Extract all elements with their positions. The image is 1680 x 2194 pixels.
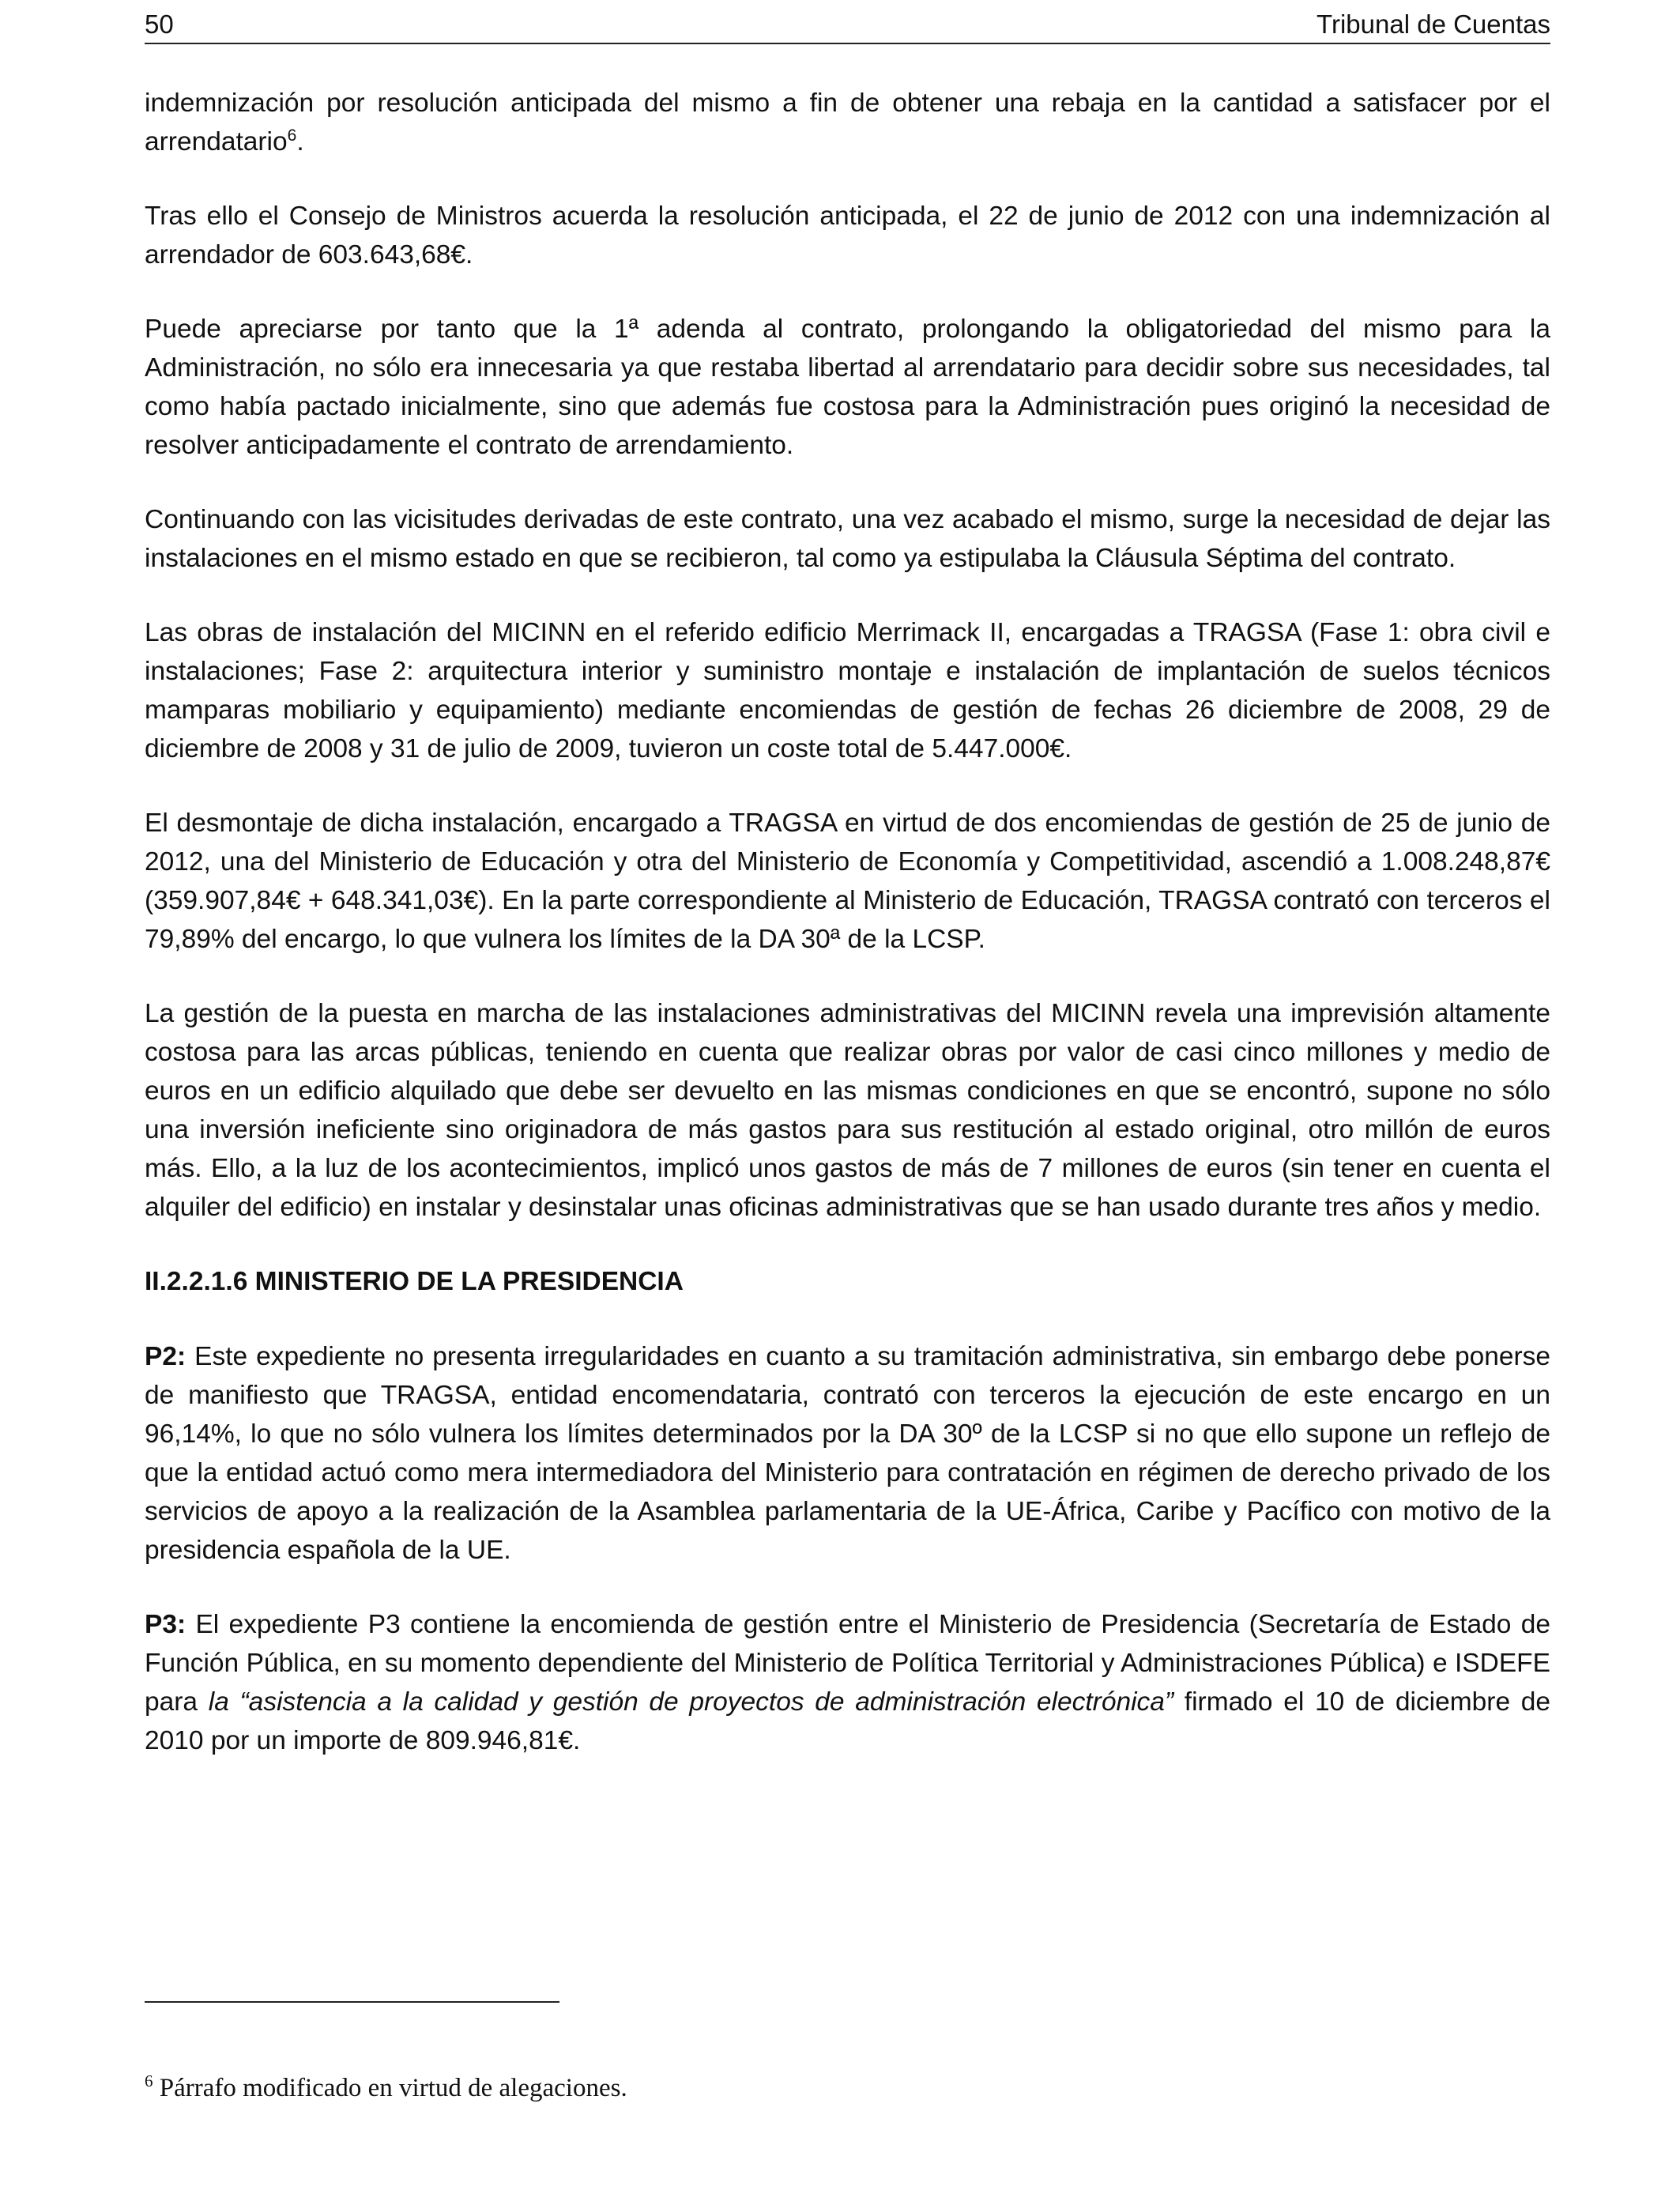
p2-label: P2: — [145, 1342, 186, 1371]
paragraph-p2 — [145, 1337, 1550, 1570]
p3-label: P3: — [145, 1610, 186, 1639]
p3-text-a: El expediente P3 contiene la encomienda de gestión entre el Ministerio de Presidencia (Secretaría de Estado de Función Pública, en su momento dependiente del Ministerio de Política Territorial y Administraciones Pública) e ISDEFE para — [145, 1610, 1550, 1717]
p3-text-b: firmado el 10 de diciembre de 2010 por un importe de 809.946,81€. — [145, 1687, 1551, 1755]
footnote — [145, 2071, 1550, 2105]
paragraph-7: La gestión de la puesta en marcha de las instalaciones administrativas del MICINN revela una imprevisión altamente costosa para las arcas públicas, teniendo en cuenta que realizar obras por valor de casi cinco millones y medio de euros en un edificio alquilado que debe ser devuelto en las mismas condiciones en que se encontró, supone no sólo una inversión ineficiente sino originadora de más gastos para sus restitución al estado original, otro millón de euros más. Ello, a la luz de los acontecimientos, implicó unos gastos de más de 7 millones de euros (sin tener en cuenta el alquiler del edificio) en instalar y desinstalar unas oficinas administrativas que se han usado durante tres años y medio. — [145, 999, 1550, 1222]
body-text — [145, 84, 1550, 1796]
p2-text: Este expediente no presenta irregularidades en cuanto a su tramitación administrativa, sin embargo debe ponerse de manifiesto que TRAGSA, entidad encomendataria, contrató con terceros la ejecución de este encargo en un 96,14%, lo que no sólo vulnera los límites determinados por la DA 30º de la LCSP si no que ello supone un reflejo de que la entidad actuó como mera intermediadora del Ministerio para contratación en régimen de derecho privado de los servicios de apoyo a la realización de la Asamblea parlamentaria de la UE-África, Caribe y Pacífico con motivo de la presidencia española de la UE. — [145, 1342, 1551, 1565]
paragraph-1-text: indemnización por resolución anticipada del mismo a fin de obtener una rebaja en la cantidad a satisfacer por el arrendatario — [145, 89, 1550, 156]
section-heading: II.2.2.1.6 MINISTERIO DE LA PRESIDENCIA — [145, 1267, 684, 1296]
footnote-number: 6 — [145, 2071, 153, 2090]
footnote-ref[interactable]: 6 — [287, 126, 297, 145]
page-number: 50 — [145, 9, 174, 39]
running-title: Tribunal de Cuentas — [1317, 9, 1550, 39]
paragraph-5: Las obras de instalación del MICINN en el referido edificio Merrimack II, encargadas a TRAGSA (Fase 1: obra civil e instalaciones; Fase 2: arquitectura interior y suministro montaje e instalación de implantación de suelos técnicos mamparas mobiliario y equipamiento) mediante encomiendas de gestión de fechas 26 diciembre de 2008, 29 de diciembre de 2008 y 31 de julio de 2009, tuvieron un coste total de 5.447.000€. — [145, 618, 1550, 763]
page-header — [145, 6, 1550, 44]
footnote-text: Párrafo modificado en virtud de alegaciones. — [159, 2074, 627, 2102]
footnote-separator — [145, 2001, 559, 2003]
paragraph-4: Continuando con las vicisitudes derivadas de este contrato, una vez acabado el mismo, surge la necesidad de dejar las instalaciones en el mismo estado en que se recibieron, tal como ya estipulaba la Cláusula Séptima del contrato. — [145, 505, 1550, 573]
p3-italic: la “asistencia a la calidad y gestión de proyectos de administración electrónica” — [208, 1687, 1174, 1717]
paragraph-3: Puede apreciarse por tanto que la 1ª adenda al contrato, prolongando la obligatoriedad del mismo para la Administración, no sólo era innecesaria ya que restaba libertad al arrendatario para decidir sobre sus necesidades, tal como había pactado inicialmente, sino que además fue costosa para la Administración pues originó la necesidad de resolver anticipadamente el contrato de arrendamiento. — [145, 315, 1550, 460]
paragraph-1-end: . — [296, 127, 304, 156]
paragraph-p3 — [145, 1605, 1550, 1760]
paragraph-2: Tras ello el Consejo de Ministros acuerda la resolución anticipada, el 22 de junio de 2012 con una indemnización al arrendador de 603.643,68€. — [145, 202, 1550, 270]
paragraph-1 — [145, 84, 1550, 161]
paragraph-6: El desmontaje de dicha instalación, encargado a TRAGSA en virtud de dos encomiendas de gestión de 25 de junio de 2012, una del Ministerio de Educación y otra del Ministerio de Economía y Competitividad, ascendió a 1.008.248,87€ (359.907,84€ + 648.341,03€). En la parte correspondiente al Ministerio de Educación, TRAGSA contrató con terceros el 79,89% del encargo, lo que vulnera los límites de la DA 30ª de la LCSP. — [145, 809, 1550, 954]
